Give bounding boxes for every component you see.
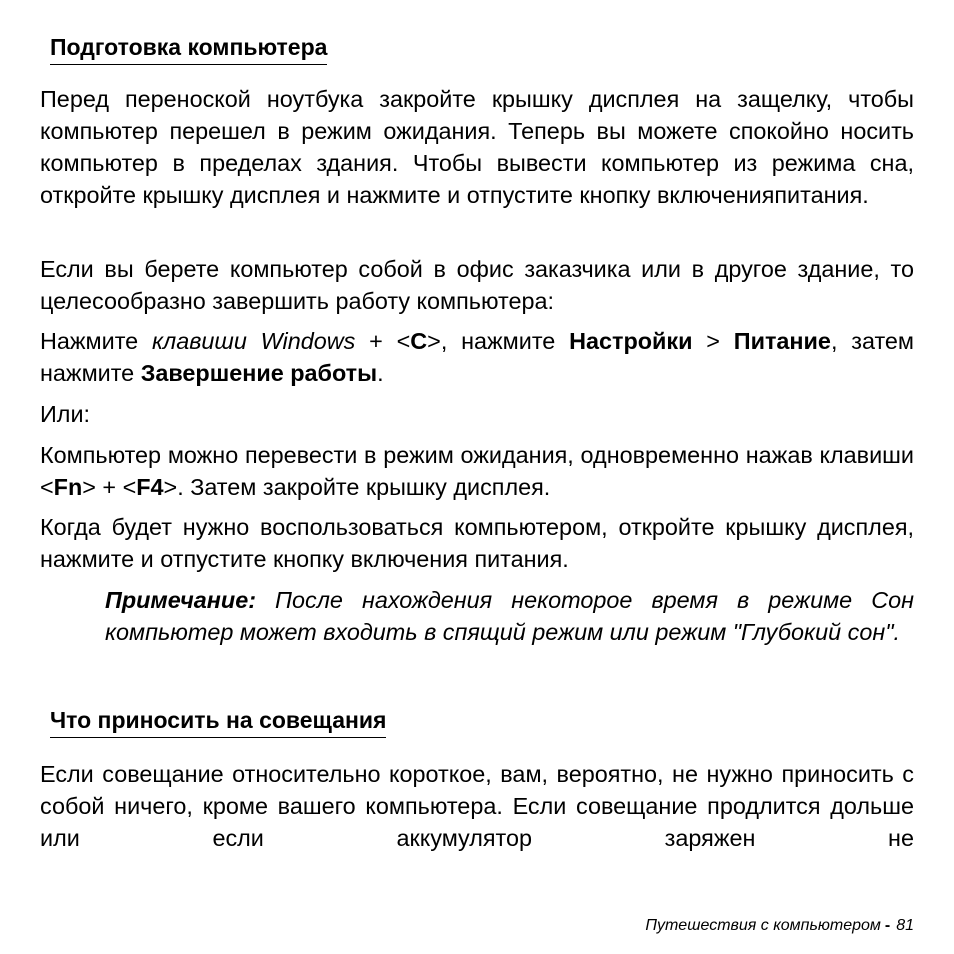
text-fragment: > + < xyxy=(82,474,137,500)
key-f4: F4 xyxy=(136,474,164,500)
text-fragment: Компьютер можно перевести в режим ожидания, одновременно нажав клавиши < xyxy=(40,442,914,500)
text-fragment: > xyxy=(692,328,734,354)
note-label: Примечание: xyxy=(105,587,256,613)
paragraph-closing-lid: Перед переноской ноутбука закройте крышку дисплея на защелку, чтобы компьютер перешел в режим ожидания. Теперь вы можете спокойно носить компьютер в пределах здания. Чтобы вывести компьютер из режима сна, откройте крышку дисплея и нажмите и отпустите кнопку включенияпитания. xyxy=(40,86,914,208)
text-fragment: . xyxy=(377,360,384,386)
document-page xyxy=(40,0,914,954)
note-text: После нахождения некоторое время в режиме Сон компьютер может входить в спящий режим или режим "Глубокий сон". xyxy=(105,587,914,645)
key-fn: Fn xyxy=(53,474,83,500)
text-fragment: + < xyxy=(355,328,411,354)
key-c: C xyxy=(410,328,428,354)
page-footer xyxy=(645,917,914,935)
page-number: 81 xyxy=(896,917,914,934)
paragraph-office-shutdown: Если вы берете компьютер собой в офис заказчика или в другое здание, то целесообразно завершить работу компьютера: xyxy=(40,256,914,314)
shutdown-label: Завершение работы xyxy=(140,360,378,386)
paragraph-wake-up: Когда будет нужно воспользоваться компьютером, откройте крышку дисплея, нажмите и отпустите кнопку включения питания. xyxy=(40,514,914,572)
section-heading-prepare-computer: Подготовка компьютера xyxy=(50,34,327,65)
settings-label: Настройки xyxy=(569,328,693,354)
paragraph-or: Или: xyxy=(40,401,91,427)
text-fragment: >, нажмите xyxy=(427,328,570,354)
text-fragment: >. Затем закройте крышку дисплея. xyxy=(163,474,551,500)
windows-keys-text: клавиши Windows xyxy=(151,328,356,354)
paragraph-meetings: Если совещание относительно короткое, вам, вероятно, не нужно приносить с собой ничего, кроме вашего компьютера. Если совещание продлится дольше или если аккумулятор заряжен не xyxy=(40,761,914,851)
paragraph-sleep-keys xyxy=(40,439,914,503)
text-fragment: Нажмите xyxy=(40,328,152,354)
note-block xyxy=(105,584,914,648)
footer-title: Путешествия с компьютером xyxy=(645,917,881,934)
text-fragment: , затем нажмите xyxy=(40,328,914,386)
power-label: Питание xyxy=(733,328,831,354)
section-heading-meetings: Что приносить на совещания xyxy=(50,707,386,738)
paragraph-shutdown-steps xyxy=(40,325,914,389)
footer-separator: - xyxy=(884,917,891,934)
